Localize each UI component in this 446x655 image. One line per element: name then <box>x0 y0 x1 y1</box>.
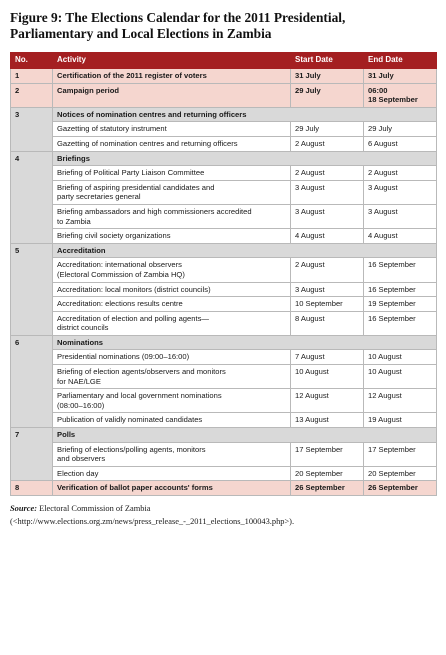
end-date-cell: 17 September <box>364 442 437 466</box>
start-date-cell: 17 September <box>291 442 364 466</box>
source-note <box>10 502 436 528</box>
row-number: 4 <box>11 151 53 243</box>
activity-cell: Election day <box>53 466 291 481</box>
table-row <box>11 311 437 335</box>
start-date-cell: 12 August <box>291 389 364 413</box>
activity-cell: Briefing of elections/polling agents, monitors and observers <box>53 442 291 466</box>
start-date-cell: 4 August <box>291 229 364 244</box>
row-number: 5 <box>11 243 53 335</box>
row-number: 3 <box>11 107 53 151</box>
table-row <box>11 229 437 244</box>
header-start-date: Start Date <box>291 53 364 69</box>
table-row <box>11 389 437 413</box>
start-date-cell: 20 September <box>291 466 364 481</box>
table-row <box>11 466 437 481</box>
table-row <box>11 122 437 137</box>
table-row <box>11 136 437 151</box>
activity-cell: Accreditation: elections results centre <box>53 297 291 312</box>
section-row <box>11 335 437 350</box>
end-date-cell: 19 September <box>364 297 437 312</box>
header-no: No. <box>11 53 53 69</box>
table-row <box>11 180 437 204</box>
section-row <box>11 151 437 166</box>
end-date-cell: 10 August <box>364 365 437 389</box>
end-date-cell: 12 August <box>364 389 437 413</box>
start-date-cell: 26 September <box>291 481 364 496</box>
row-number: 1 <box>11 69 53 84</box>
start-date-cell: 10 September <box>291 297 364 312</box>
start-date-cell: 2 August <box>291 166 364 181</box>
table-header-row <box>11 53 437 69</box>
activity-cell: Briefing of election agents/observers and monitors for NAE/LGE <box>53 365 291 389</box>
header-end-date: End Date <box>364 53 437 69</box>
table-row <box>11 350 437 365</box>
activity-cell: Verification of ballot paper accounts' forms <box>53 481 291 496</box>
start-date-cell: 29 July <box>291 122 364 137</box>
section-row <box>11 428 437 443</box>
end-date-cell: 3 August <box>364 204 437 228</box>
start-date-cell: 8 August <box>291 311 364 335</box>
end-date-cell: 16 September <box>364 282 437 297</box>
table-row <box>11 442 437 466</box>
activity-cell: Presidential nominations (09:00–16:00) <box>53 350 291 365</box>
start-date-cell: 29 July <box>291 83 364 107</box>
end-date-cell: 6 August <box>364 136 437 151</box>
activity-cell: Gazetting of nomination centres and returning officers <box>53 136 291 151</box>
table-row <box>11 365 437 389</box>
end-date-cell: 20 September <box>364 466 437 481</box>
end-date-cell: 31 July <box>364 69 437 84</box>
start-date-cell: 10 August <box>291 365 364 389</box>
table-row <box>11 166 437 181</box>
activity-cell: Certification of the 2011 register of voters <box>53 69 291 84</box>
end-date-cell: 29 July <box>364 122 437 137</box>
activity-cell: Briefing ambassadors and high commissioners accredited to Zambia <box>53 204 291 228</box>
end-date-cell: 2 August <box>364 166 437 181</box>
row-number: 2 <box>11 83 53 107</box>
activity-cell: Campaign period <box>53 83 291 107</box>
start-date-cell: 7 August <box>291 350 364 365</box>
end-date-cell: 16 September <box>364 311 437 335</box>
table-row <box>11 204 437 228</box>
table-row <box>11 413 437 428</box>
section-title: Notices of nomination centres and returning officers <box>53 107 437 122</box>
end-date-cell: 10 August <box>364 350 437 365</box>
section-row <box>11 243 437 258</box>
start-date-cell: 2 August <box>291 136 364 151</box>
row-number: 6 <box>11 335 53 427</box>
section-title: Nominations <box>53 335 437 350</box>
table-body <box>11 69 437 496</box>
row-number: 8 <box>11 481 53 496</box>
start-date-cell: 31 July <box>291 69 364 84</box>
end-date-cell: 3 August <box>364 180 437 204</box>
table-row <box>11 69 437 84</box>
section-title: Briefings <box>53 151 437 166</box>
activity-cell: Accreditation: local monitors (district councils) <box>53 282 291 297</box>
table-row <box>11 282 437 297</box>
end-date-cell: 26 September <box>364 481 437 496</box>
elections-calendar-table <box>10 52 437 496</box>
table-row <box>11 481 437 496</box>
table-row <box>11 83 437 107</box>
start-date-cell: 3 August <box>291 204 364 228</box>
activity-cell: Accreditation of election and polling agents— district councils <box>53 311 291 335</box>
activity-cell: Parliamentary and local government nominations (08:00–16:00) <box>53 389 291 413</box>
start-date-cell: 3 August <box>291 180 364 204</box>
activity-cell: Briefing civil society organizations <box>53 229 291 244</box>
end-date-cell: 06:00 18 September <box>364 83 437 107</box>
activity-cell: Gazetting of statutory instrument <box>53 122 291 137</box>
row-number: 7 <box>11 428 53 481</box>
section-title: Accreditation <box>53 243 437 258</box>
header-activity: Activity <box>53 53 291 69</box>
end-date-cell: 4 August <box>364 229 437 244</box>
source-text: Electoral Commission of Zambia <box>37 504 151 513</box>
start-date-cell: 3 August <box>291 282 364 297</box>
section-title: Polls <box>53 428 437 443</box>
table-row <box>11 297 437 312</box>
activity-cell: Briefing of Political Party Liaison Committee <box>53 166 291 181</box>
start-date-cell: 13 August <box>291 413 364 428</box>
start-date-cell: 2 August <box>291 258 364 282</box>
source-url: (<http://www.elections.org.zm/news/press_release_-_2011_elections_100043.php>). <box>10 517 295 526</box>
activity-cell: Briefing of aspiring presidential candidates and party secretaries general <box>53 180 291 204</box>
figure-title: Figure 9: The Elections Calendar for the 2011 Presidential, Parliamentary and Local Elections in Zambia <box>10 10 346 41</box>
source-label: Source: <box>10 504 37 513</box>
activity-cell: Publication of validly nominated candidates <box>53 413 291 428</box>
end-date-cell: 19 August <box>364 413 437 428</box>
activity-cell: Accreditation: international observers (Electoral Commission of Zambia HQ) <box>53 258 291 282</box>
end-date-cell: 16 September <box>364 258 437 282</box>
table-row <box>11 258 437 282</box>
section-row <box>11 107 437 122</box>
